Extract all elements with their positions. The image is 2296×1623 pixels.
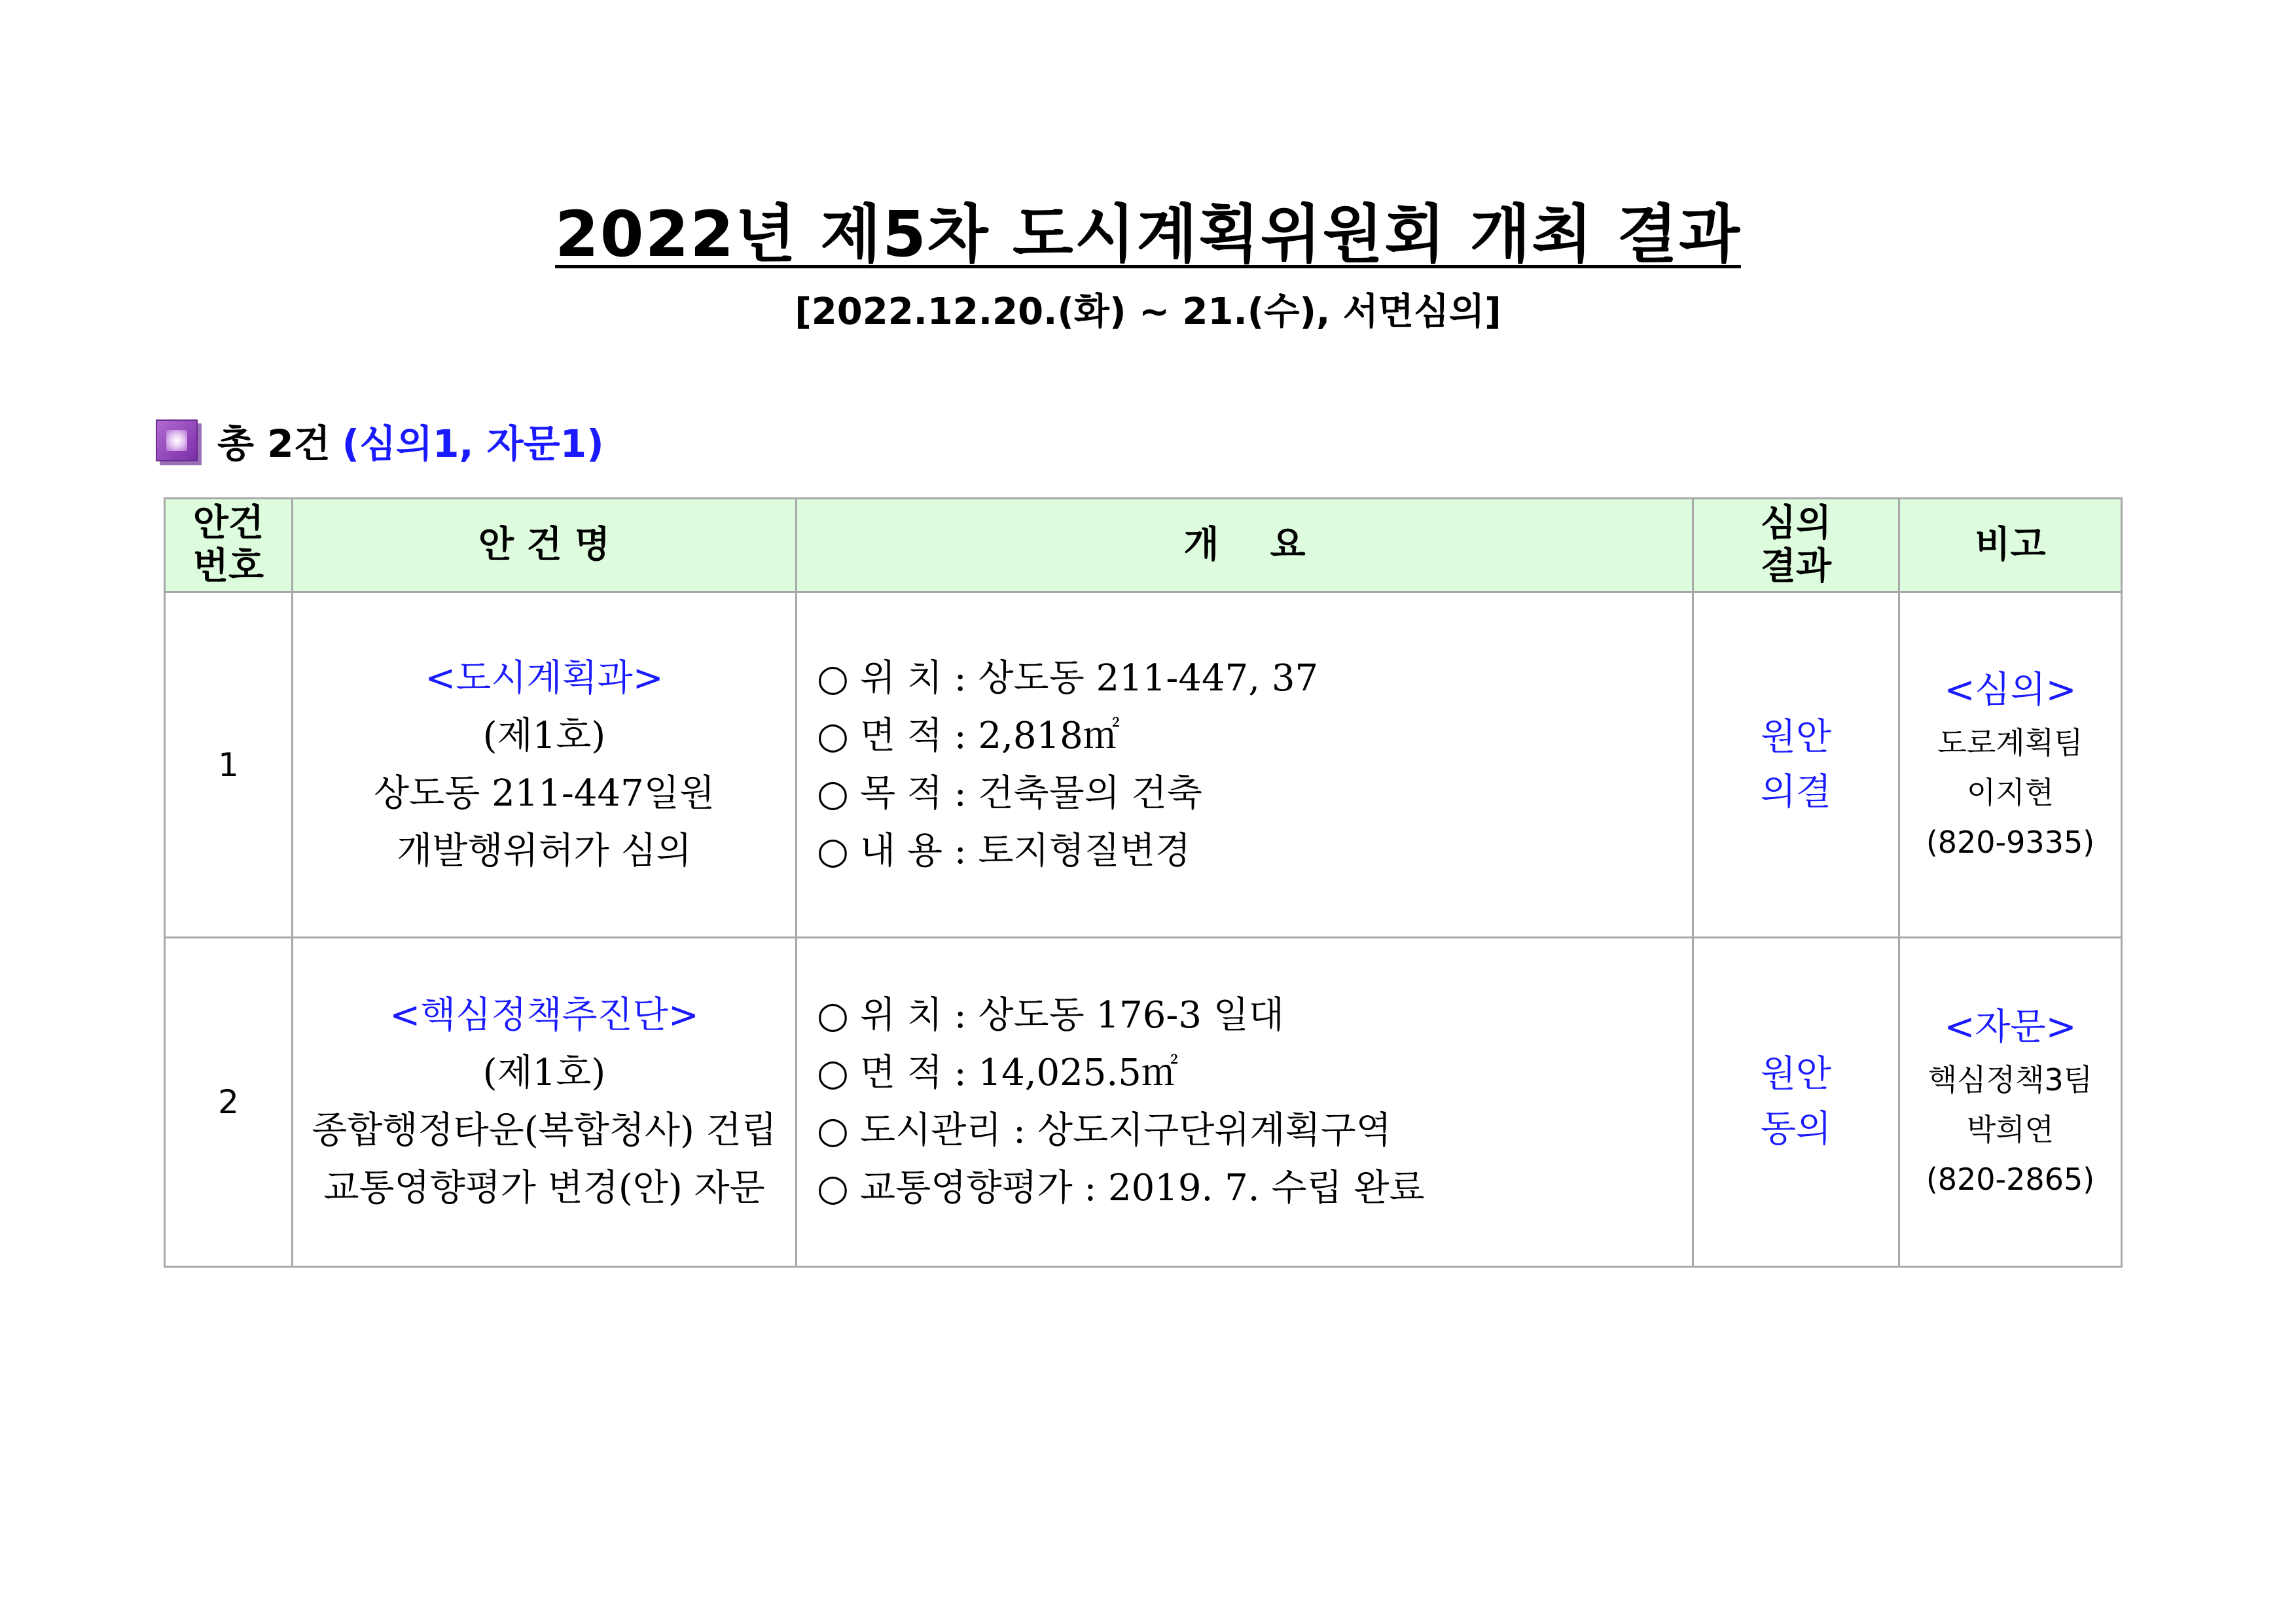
agenda-overview: [797, 592, 1693, 938]
agenda-name: [293, 938, 797, 1267]
circle-bullet-icon: ○: [817, 1109, 849, 1152]
summary-line: [156, 418, 604, 466]
agenda-title-line1: 종합행정타운(복합청사) 건립: [312, 1109, 777, 1152]
page-title: 2022년 제5차 도시계획위원회 개최 결과: [555, 198, 1741, 271]
department: <도시계획과>: [425, 656, 664, 700]
note-person: 이지현: [1966, 774, 2054, 810]
table-row: [165, 592, 2122, 938]
note-team: 도로계획팀: [1937, 724, 2083, 760]
square-bullet-icon: [156, 419, 198, 461]
overview-line: ○ 내 용 : 토지형질변경: [817, 823, 1692, 880]
circle-bullet-icon: ○: [817, 1052, 849, 1094]
department: <핵심정책추진단>: [389, 994, 699, 1037]
circle-bullet-icon: ○: [817, 1167, 849, 1209]
note-team: 핵심정책3팀: [1928, 1062, 2093, 1097]
note-person: 박희연: [1966, 1112, 2054, 1147]
table-row: [165, 938, 2122, 1267]
note-phone: (820-9335): [1926, 824, 2095, 860]
summary-detail: (심의1, 자문1): [342, 421, 604, 466]
overview-line: ○ 도시관리 : 상도지구단위계획구역: [817, 1102, 1692, 1160]
circle-bullet-icon: ○: [817, 714, 849, 757]
agenda-title-line1: 상도동 211-447일원: [374, 772, 715, 815]
agenda-title-line2: 교통영향평가 변경(안) 자문: [323, 1167, 765, 1209]
item-number: (제1호): [482, 1052, 606, 1094]
summary-total: 총 2건: [217, 421, 331, 466]
header-agenda-name: 안 건 명: [293, 499, 797, 592]
overview-line: ○ 목 적 : 건축물의 건축: [817, 765, 1692, 823]
note-type: <심의>: [1944, 668, 2077, 711]
header-agenda-no: 안건 번호: [165, 499, 293, 592]
overview-line: ○ 면 적 : 2,818㎡: [817, 707, 1692, 765]
overview-line: ○ 위 치 : 상도동 176-3 일대: [817, 987, 1692, 1044]
agenda-number: 1: [165, 592, 293, 938]
agenda-name: [293, 592, 797, 938]
header-result: 심의 결과: [1693, 499, 1899, 592]
header-overview: 개 요: [797, 499, 1693, 592]
review-result: 원안 의결: [1693, 592, 1899, 938]
agenda-table: [164, 497, 2123, 1268]
circle-bullet-icon: ○: [817, 656, 849, 700]
note-cell: [1899, 592, 2122, 938]
note-type: <자문>: [1944, 1006, 2077, 1048]
agenda-number: 2: [165, 938, 293, 1267]
meeting-date-subtitle: [2022.12.20.(화) ~ 21.(수), 서면심의]: [795, 291, 1501, 333]
overview-line: ○ 면 적 : 14,025.5㎡: [817, 1044, 1692, 1102]
header-note: 비고: [1899, 499, 2122, 592]
table-header-row: [165, 499, 2122, 592]
agenda-overview: [797, 938, 1693, 1267]
agenda-title-line2: 개발행위허가 심의: [397, 829, 692, 872]
note-phone: (820-2865): [1926, 1162, 2095, 1197]
review-result: 원안 동의: [1693, 938, 1899, 1267]
note-cell: [1899, 938, 2122, 1267]
overview-line: ○ 교통영향평가 : 2019. 7. 수립 완료: [817, 1160, 1692, 1217]
overview-line: ○ 위 치 : 상도동 211-447, 37: [817, 650, 1692, 707]
circle-bullet-icon: ○: [817, 829, 849, 872]
circle-bullet-icon: ○: [817, 994, 849, 1037]
item-number: (제1호): [482, 714, 606, 757]
circle-bullet-icon: ○: [817, 772, 849, 815]
